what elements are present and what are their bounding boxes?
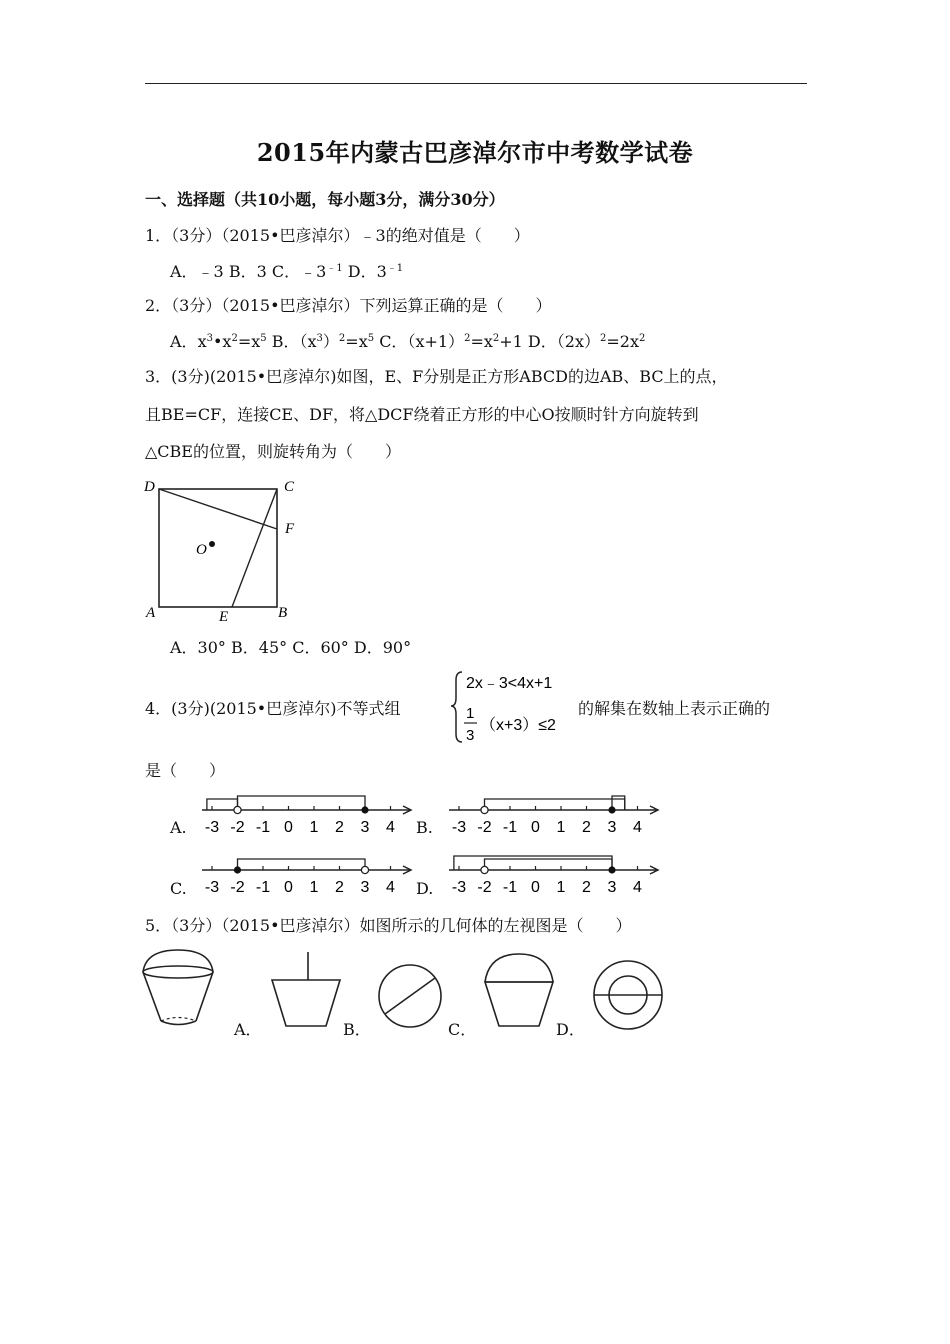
- q4-numberline-d-tick-label: 2: [582, 879, 591, 896]
- q4-numberline-d-tick-label: 4: [633, 879, 642, 896]
- q1-stem: 1．（3分）（2015•巴彦淖尔）﹣3的绝对值是（ ）: [145, 226, 530, 245]
- label-e: E: [219, 609, 229, 625]
- q5-option-a-figure: [268, 950, 344, 1030]
- q3-line2: 且BE=CF，连接CE、DF，将△DCF绕着正方形的中心O按顺时针方向旋转到: [145, 405, 699, 424]
- q4-numberline-b-tick-label: -1: [502, 819, 518, 836]
- q4-numberline-c-tick-label: -3: [204, 879, 220, 896]
- q1-exp-d: ﹣1: [386, 263, 404, 274]
- q4-numberline-a-tick-label: 2: [335, 819, 344, 836]
- q4-numberline-c-open-dot: [361, 866, 368, 873]
- q4-numberline-b-open-dot: [481, 806, 488, 813]
- q4-numberline-c-tick-label: 0: [284, 879, 293, 896]
- q5-option-b-label: B．: [343, 1020, 371, 1039]
- q2-option-a-label: A．: [170, 332, 198, 351]
- q4-frac-den: 3: [466, 727, 475, 744]
- q5-option-d-figure: [588, 958, 668, 1032]
- q5-solid-figure: [140, 948, 216, 1030]
- q5-option-d-label: D．: [556, 1020, 585, 1039]
- q4-inequality-system: [450, 668, 580, 748]
- q4-numberline-a-open-dot: [234, 806, 241, 813]
- q4-numberline-b-tick-label: 0: [531, 819, 540, 836]
- q4-option-d-label: D.: [416, 879, 434, 898]
- label-a: A: [146, 605, 156, 621]
- q5-stem: 5．（3分）（2015•巴彦淖尔）如图所示的几何体的左视图是（ ）: [145, 916, 632, 935]
- q4-numberline-b-tick-label: -3: [451, 819, 467, 836]
- q4-numberline-a-tick-label: -3: [204, 819, 220, 836]
- q5-option-b-figure: [376, 962, 444, 1030]
- q4-numberline-d-open-dot: [481, 866, 488, 873]
- q4-numberline-d-tick-label: -3: [451, 879, 467, 896]
- label-b: B: [278, 605, 288, 621]
- label-o: O: [196, 542, 207, 558]
- q1-options: [170, 264, 403, 280]
- q4-numberline-a-tick-label: -1: [255, 819, 271, 836]
- q4-numberline-d-tick-label: 0: [531, 879, 540, 896]
- q4-numberline-c-tick-label: -1: [255, 879, 271, 896]
- label-d: D: [144, 479, 155, 495]
- q4-numberline-b-tick-label: 3: [607, 819, 617, 836]
- q4-numberline-a-tick-label: 3: [360, 819, 370, 836]
- q4-numberline-c-tick-label: 2: [335, 879, 344, 896]
- q4-numberline-c: [200, 850, 415, 898]
- q4-stem-before: 4．(3分)(2015•巴彦淖尔)不等式组: [145, 699, 401, 718]
- q4-frac-num: 1: [466, 705, 475, 722]
- q4-stem-after: 的解集在数轴上表示正确的: [578, 699, 771, 718]
- q4-numberline-a-tick-label: -2: [230, 819, 245, 836]
- q4-numberline-d-range-bar: [454, 856, 612, 870]
- header-rule: [145, 83, 807, 84]
- q4-numberline-c-range-bar: [238, 859, 366, 870]
- q4-numberline-c-closed-dot: [234, 866, 241, 873]
- q3-square-figure: [140, 475, 310, 625]
- q4-numberline-a: [200, 790, 415, 838]
- section-header: 一、选择题（共10小题，每小题3分，满分30分）: [145, 190, 505, 209]
- q4-numberline-b: [447, 790, 662, 838]
- q5-option-c-label: C．: [448, 1020, 477, 1039]
- q4-ineq2: （x+3）≤2: [480, 717, 556, 734]
- q2-option-d-label: D．: [527, 332, 557, 351]
- q5-option-c-figure: [481, 950, 557, 1030]
- q4-numberline-d-tick-label: -2: [477, 879, 492, 896]
- q5-option-a-label: A．: [234, 1020, 262, 1039]
- q4-numberline-d-tick-label: 1: [556, 879, 566, 896]
- q4-option-b-label: B.: [416, 818, 433, 837]
- q2-options: A．$x^3•x^2=x^5$ B．$(x^3)^2=x^5$ C．$(x+1)^2=x^2+1$ D．$(2x)^2=2x^2$: [170, 332, 646, 351]
- q3-line1: 3．(3分)(2015•巴彦淖尔)如图，E、F分别是正方形ABCD的边AB、BC上的点，: [145, 367, 728, 386]
- label-c: C: [284, 479, 295, 495]
- q4-numberline-b-tick-label: 2: [582, 819, 591, 836]
- page-title: 2015年内蒙古巴彦淖尔市中考数学试卷: [256, 138, 694, 167]
- q1-option-c: C．﹣3: [271, 262, 327, 281]
- q2-option-c-label: C．: [379, 332, 408, 351]
- q4-numberline-c-tick-label: 4: [386, 879, 395, 896]
- q4-numberline-b-tick-label: -2: [477, 819, 492, 836]
- q4-numberline-d-tick-label: 3: [607, 879, 617, 896]
- q2-option-b-label: B．: [271, 332, 300, 351]
- q2-stem: 2．（3分）（2015•巴彦淖尔）下列运算正确的是（ ）: [145, 296, 552, 315]
- q4-numberline-b-range-bar: [485, 799, 625, 810]
- q3-options: A．30° B．45° C．60° D．90°: [170, 638, 412, 657]
- q4-numberline-d-tick-label: -1: [502, 879, 518, 896]
- q4-ineq1: 2x﹣3<4x+1: [466, 675, 553, 692]
- q4-numberline-d-closed-dot: [608, 866, 615, 873]
- q4-numberline-c-tick-label: 3: [360, 879, 370, 896]
- q4-numberline-a-tick-label: 4: [386, 819, 395, 836]
- q4-stem-tail: 是（ ）: [145, 761, 226, 780]
- q4-option-c-label: C.: [170, 879, 187, 898]
- q3-line3: △CBE的位置，则旋转角为（ ）: [145, 442, 401, 461]
- q4-numberline-d-range-bar: [485, 859, 613, 870]
- q4-numberline-c-tick-label: -2: [230, 879, 245, 896]
- q4-numberline-a-tick-label: 1: [309, 819, 319, 836]
- q4-numberline-b-tick-label: 1: [556, 819, 566, 836]
- q1-exp-c: ﹣1: [326, 263, 343, 274]
- q1-option-a: A．﹣3: [170, 262, 224, 281]
- q4-numberline-b-closed-dot: [608, 806, 615, 813]
- q4-numberline-c-tick-label: 1: [309, 879, 319, 896]
- q4-numberline-a-closed-dot: [361, 806, 368, 813]
- q4-numberline-b-tick-label: 4: [633, 819, 642, 836]
- q4-numberline-d: [447, 850, 662, 898]
- q1-option-d: D．3: [347, 262, 387, 281]
- q1-option-b: B．3: [228, 262, 267, 281]
- q4-option-a-label: A.: [170, 818, 187, 837]
- q4-numberline-a-range-bar: [238, 796, 366, 810]
- q4-numberline-a-tick-label: 0: [284, 819, 293, 836]
- label-f: F: [285, 521, 295, 537]
